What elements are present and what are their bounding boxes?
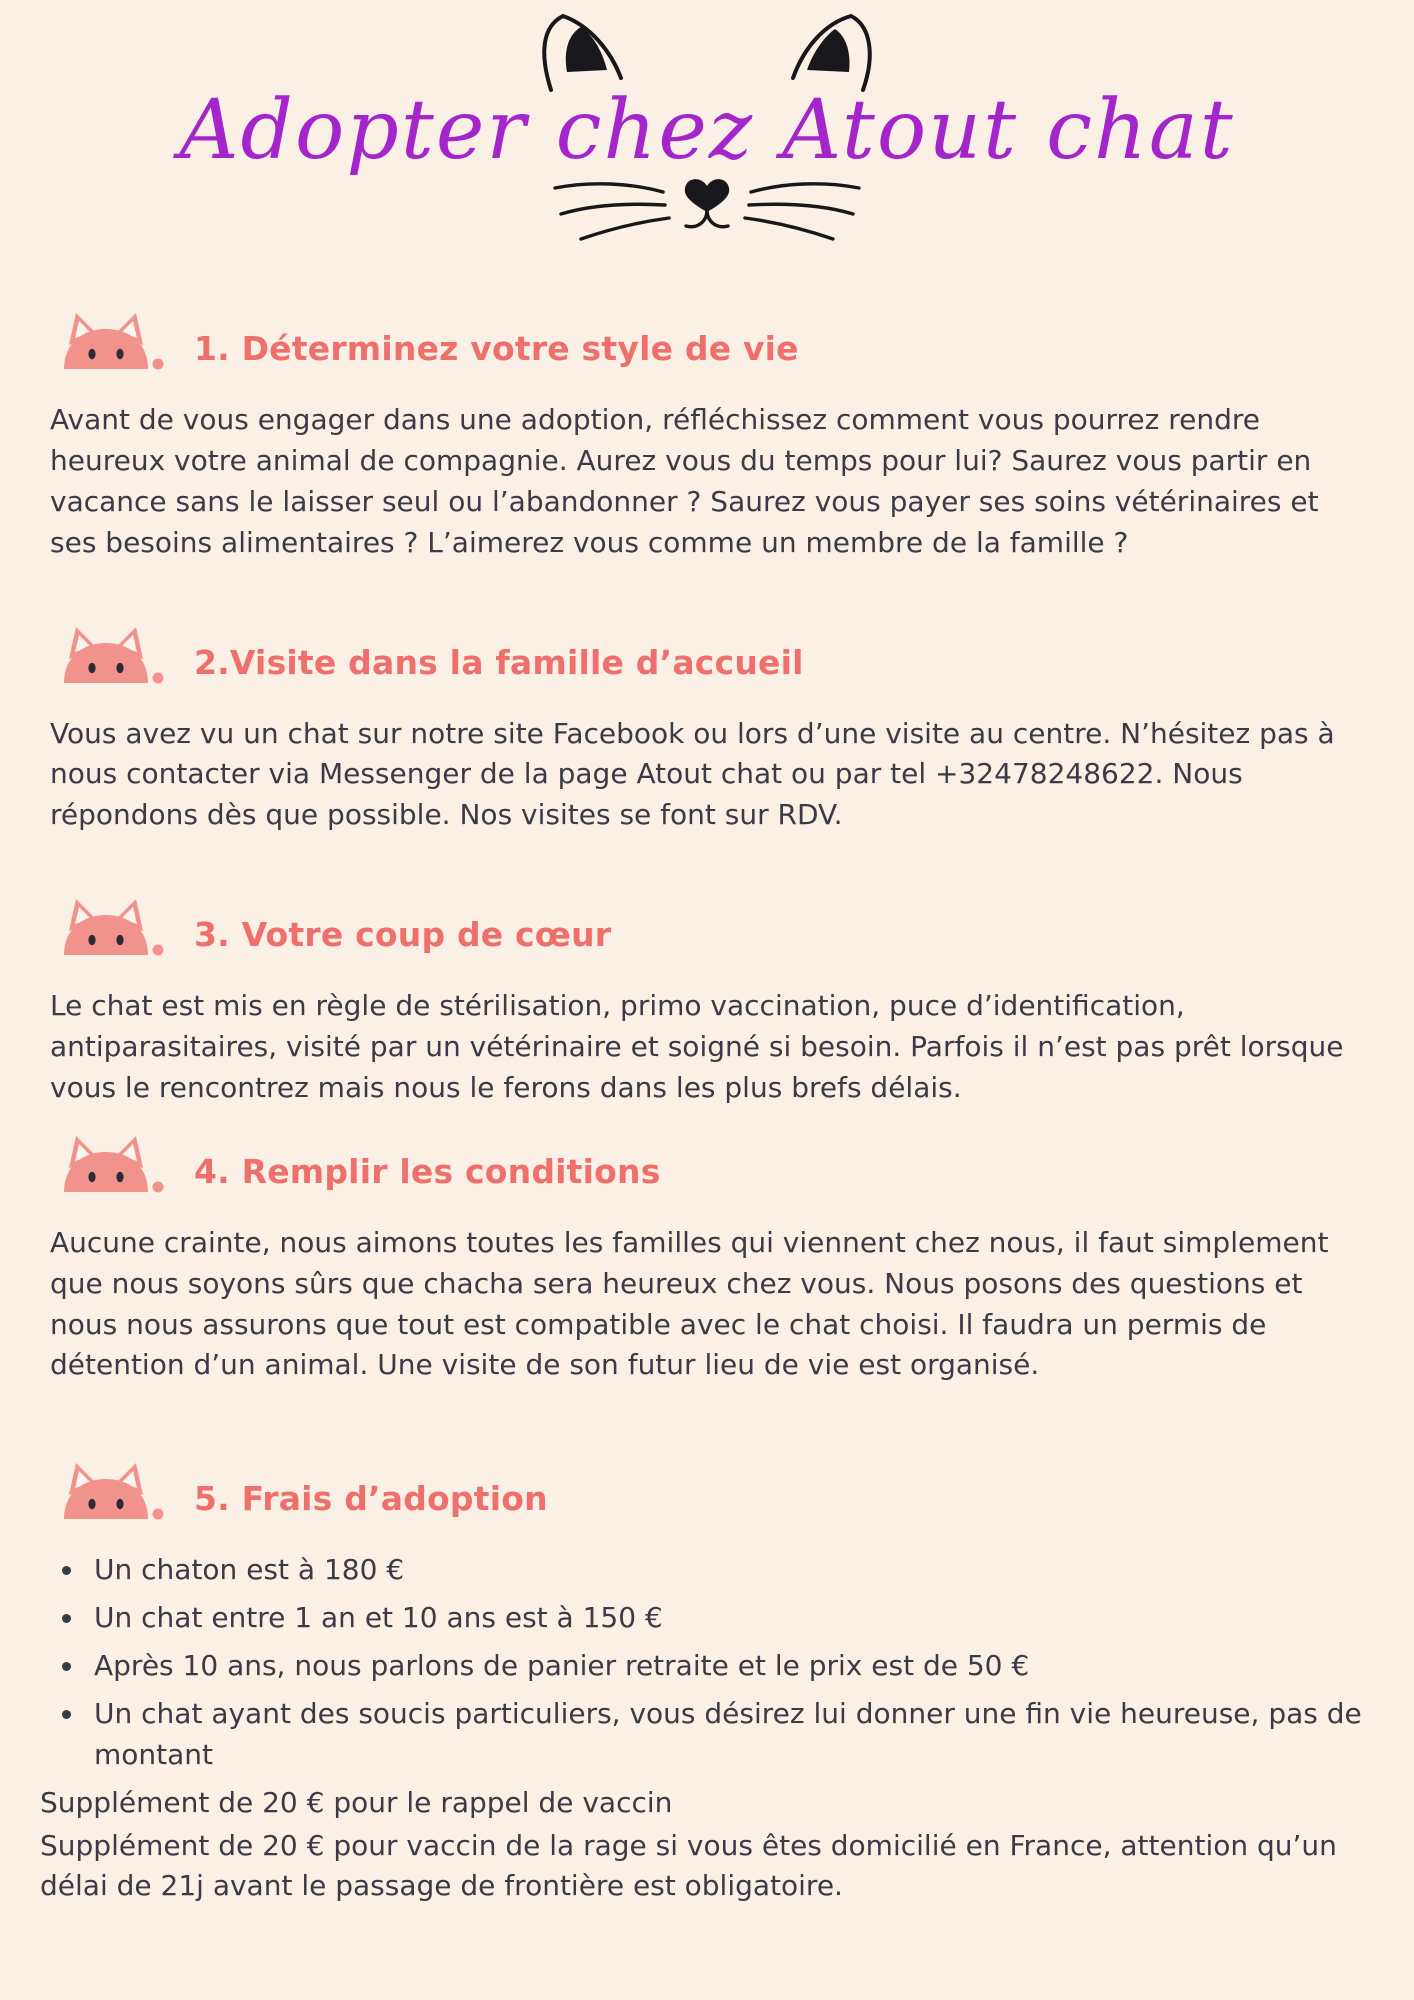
- section-paragraph: Avant de vous engager dans une adoption, réfléchissez comment vous pourrez rendre heureux votre animal de compagnie. Aurez vous du temps pour lui? Saurez vous partir en vacance sans le laisser seul ou l’abandonner ? Saurez vous payer ses soins vétérinaires et ses besoins alimentaires ? L’aimerez vous comme un membre de la famille ?: [50, 403, 1319, 559]
- peeking-cat-icon: [56, 622, 166, 686]
- section-heading: 2.Visite dans la famille d’accueil: [194, 642, 804, 682]
- fee-note: Supplément de 20 € pour le rappel de vaccin: [40, 1785, 673, 1819]
- peeking-cat-icon: [56, 1131, 166, 1195]
- fee-item: • Un chaton est à 180 €: [86, 1550, 1370, 1591]
- header: [0, 0, 1414, 250]
- fee-item: • Après 10 ans, nous parlons de panier retraite et le prix est de 50 €: [86, 1646, 1370, 1687]
- section-heading-row: [0, 1458, 1414, 1522]
- page-title: Adopter chez Atout chat: [179, 83, 1235, 178]
- fee-item: • Un chat ayant des soucis particuliers, vous désirez lui donner une fin vie heureuse, pas de montant: [86, 1694, 1370, 1776]
- section-lifestyle: [0, 308, 1414, 564]
- section-heading-row: [0, 1131, 1414, 1195]
- fee-note: Supplément de 20 € pour vaccin de la rage si vous êtes domicilié en France, attention qu’un délai de 21j avant le passage de frontière est obligatoire.: [40, 1828, 1337, 1903]
- peeking-cat-icon: [56, 1458, 166, 1522]
- section-paragraph: Vous avez vu un chat sur notre site Facebook ou lors d’une visite au centre. N’hésitez pas à nous contacter via Messenger de la page Atout chat ou par tel +32478248622. Nous répondons dès que possible. Nos visites se font sur RDV.: [50, 716, 1335, 832]
- peeking-cat-icon: [56, 894, 166, 958]
- section-heading-row: [0, 622, 1414, 686]
- section-paragraph: Le chat est mis en règle de stérilisation, primo vaccination, puce d’identification, antiparasitaires, visité par un vétérinaire et soigné si besoin. Parfois il n’est pas prêt lorsque vous le rencontrez mais nous le ferons dans les plus brefs délais.: [50, 989, 1344, 1104]
- section-heading-row: [0, 308, 1414, 372]
- peeking-cat-icon: [56, 308, 166, 372]
- section-visite: [0, 622, 1414, 837]
- section-heading-row: [0, 894, 1414, 958]
- section-heading: 1. Déterminez votre style de vie: [194, 329, 799, 368]
- section-heading: 3. Votre coup de cœur: [194, 915, 612, 955]
- section-conditions: [0, 1131, 1414, 1387]
- section-heading: 4. Remplir les conditions: [194, 1151, 661, 1191]
- section-heading: 5. Frais d’adoption: [194, 1479, 548, 1519]
- cat-whiskers-heart-nose-illustration: [0, 174, 1414, 250]
- section-paragraph: Aucune crainte, nous aimons toutes les familles qui viennent chez nous, il faut simplement que nous soyons sûrs que chacha sera heureux chez vous. Nous posons des questions et nous nous assurons que tout est compatible avec le chat choisi. Il faudra un permis de détention d’un animal. Une visite de son futur lieu de vie est organisé.: [50, 1225, 1329, 1382]
- section-coup-de-coeur: [0, 894, 1414, 1109]
- fees-list: [50, 1550, 1370, 1775]
- section-frais: [0, 1458, 1414, 1907]
- fee-item: • Un chat entre 1 an et 10 ans est à 150 €: [86, 1598, 1370, 1639]
